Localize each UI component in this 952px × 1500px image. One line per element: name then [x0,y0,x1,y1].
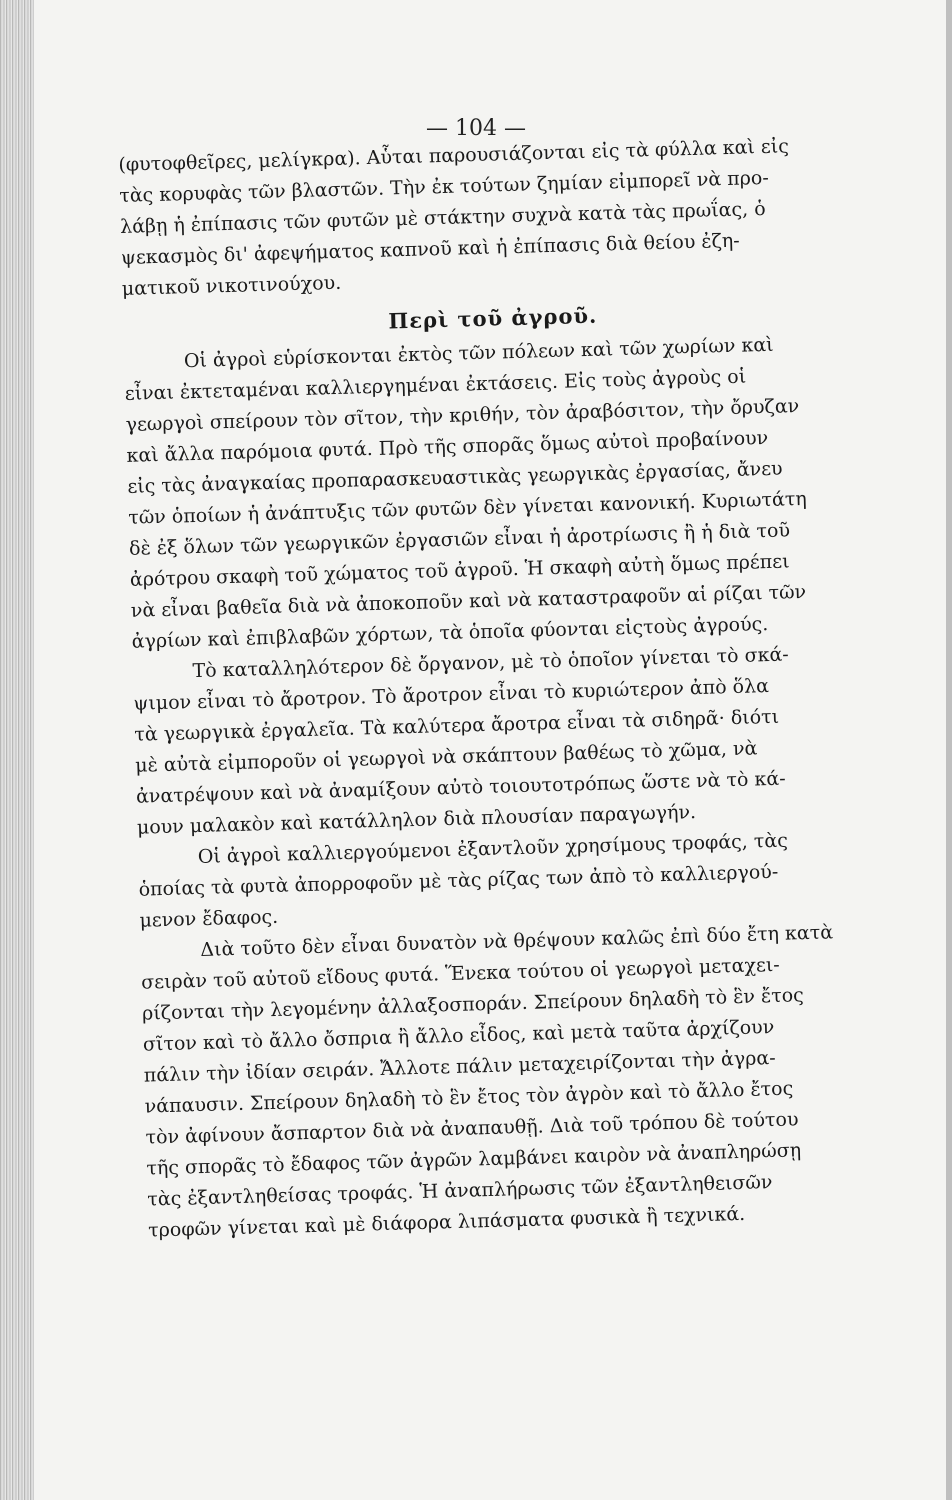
text-line: λάβῃ ἡ ἐπίπασις τῶν φυτῶν μὲ στάκτην συχνὰ κατὰ τὰς πρωΐας, ὁ [119,197,766,238]
text-line: Τὸ καταλληλότερον δὲ ὄργανον, μὲ τὸ ὁποῖον γίνεται τὸ σκά- [192,643,789,683]
text-line: τὸν ἀφίνουν ἄσπαρτον διὰ νὰ ἀναπαυθῇ. Διὰ τοῦ τρόπου δὲ τούτου [145,1108,799,1149]
text-line: (φυτοφθεῖρες, μελίγκρα). Αὗται παρουσιάζονται εἰς τὰ φύλλα καὶ εἰς [118,135,790,176]
text-line: τροφῶν γίνεται καὶ μὲ διάφορα λιπάσματα φυσικὰ ἢ τεχνικά. [147,1202,746,1242]
text-line: Διὰ τοῦτο δὲν εἶναι δυνατὸν νὰ θρέψουν καλῶς ἐπὶ δύο ἔτη κατὰ [200,921,834,962]
paragraph-4 [140,916,888,1247]
text-line: τὰς κορυφὰς τῶν βλαστῶν. Τὴν ἐκ τούτων ζημίαν εἰμπορεῖ νὰ προ- [118,166,770,207]
page-edge-left [0,0,34,1500]
text-line: Οἱ ἀγροὶ εὑρίσκονται ἐκτὸς τῶν πόλεων καὶ τῶν χωρίων καὶ [183,333,774,373]
text-line: γεωργοὶ σπείρουν τὸν σῖτον, τὴν κριθήν, τὸν ἀραβόσιτον, τὴν ὄρυζαν [125,395,800,436]
section-heading: Περὶ τοῦ ἀγροῦ. [388,302,598,334]
text-line: καὶ ἄλλα παρόμοια φυτά. Πρὸ τῆς σπορᾶς ὅμως αὐτοὶ προβαίνουν [126,426,769,467]
text-line: Οἱ ἀγροὶ καλλιεργούμενοι ἐξαντλοῦν χρησίμους τροφάς, τὰς [197,829,789,869]
text-block [118,129,888,1246]
text-line: ματικοῦ νικοτινούχου. [121,271,342,300]
text-line: νὰ εἶναι βαθεῖα διὰ νὰ ἀποκοποῦν καὶ νὰ καταστραφοῦν αἱ ρίζαι τῶν [130,580,807,622]
text-line: μουν μαλακὸν καὶ κατάλληλον διὰ πλουσίαν παραγωγήν. [136,801,697,839]
text-line: εἰς τὰς ἀναγκαίας προπαρασκευαστικὰς γεωργικὰς ἐργασίας, ἄνευ [127,457,783,498]
text-line: ἀνατρέψουν καὶ νὰ ἀναμίξουν αὐτὸ τοιουτοτρόπως ὥστε νὰ τὸ κά- [135,767,786,808]
text-line: τὰ γεωργικὰ ἐργαλεῖα. Τὰ καλύτερα ἄροτρα εἶναι τὰ σιδηρᾶ· διότι [134,705,780,746]
text-line: ἀγρίων καὶ ἐπιβλαβῶν χόρτων, τὰ ὁποῖα φύονται εἰςτοὺς ἀγρούς. [131,613,769,653]
text-line: εἶναι ἐκτεταμέναι καλλιεργημέναι ἐκτάσεις. Εἰς τοὺς ἀγροὺς οἱ [124,365,747,405]
text-line: σειρὰν τοῦ αὐτοῦ εἴδους φυτά. Ἕνεκα τούτου οἱ γεωργοὶ μεταχει- [140,953,780,994]
text-line: νάπαυσιν. Σπείρουν δηλαδὴ τὸ ἓν ἔτος τὸν ἀγρὸν καὶ τὸ ἄλλο ἔτος [144,1077,794,1118]
text-line: τὰς ἐξαντληθείσας τροφάς. Ἡ ἀναπλήρωσις τῶν ἐξαντληθεισῶν [147,1171,773,1211]
text-line: ὁποίας τὰ φυτὰ ἀπορροφοῦν μὲ τὰς ρίζας των ἀπὸ τὸ καλλιεργού- [138,860,779,901]
text-line: ρίζονται τὴν λεγομένην ἀλλαξοσποράν. Σπείρουν δηλαδὴ τὸ ἓν ἔτος [141,984,805,1025]
page-number: — 104 — [426,116,526,141]
page-edge-right [946,0,952,1500]
text-line: πάλιν τὴν ἰδίαν σειράν. Ἄλλοτε πάλιν μεταχειρίζονται τὴν ἀγρα- [143,1046,776,1087]
text-line: ψιμον εἶναι τὸ ἄροτρον. Τὸ ἄροτρον εἶναι τὸ κυριώτερον ἀπὸ ὅλα [133,675,770,715]
text-line: δὲ ἐξ ὅλων τῶν γεωργικῶν ἐργασιῶν εἶναι ἡ ἀροτρίωσις ἢ ἡ διὰ τοῦ [128,519,791,560]
text-line: τῶν ὁποίων ἡ ἀνάπτυξις τῶν φυτῶν δὲν γίνεται κανονική. Κυριωτάτη [127,487,808,529]
paragraph-1 [124,327,872,658]
text-line: σῖτον καὶ τὸ ἄλλο ὄσπρια ἢ ἄλλο εἶδος, καὶ μετὰ ταῦτα ἀρχίζουν [142,1016,775,1056]
paragraph-2 [132,637,877,844]
text-line: τῆς σπορᾶς τὸ ἔδαφος τῶν ἀγρῶν λαμβάνει καιρὸν νὰ ἀναπληρώσῃ [146,1139,802,1180]
text-line: μενον ἔδαφος. [139,905,279,932]
text-line: μὲ αὐτὰ εἰμποροῦν οἱ γεωργοὶ νὰ σκάπτουν βαθέως τὸ χῶμα, νὰ [134,737,758,777]
text-line: ἀρότρου σκαφὴ τοῦ χώματος τοῦ ἀγροῦ. Ἡ σκαφὴ αὐτὴ ὅμως πρέπει [129,550,790,591]
text-line: ψεκασμὸς δι' ἀφεψήματος καπνοῦ καὶ ἡ ἐπίπασις διὰ θείου ἐζη- [120,229,740,269]
